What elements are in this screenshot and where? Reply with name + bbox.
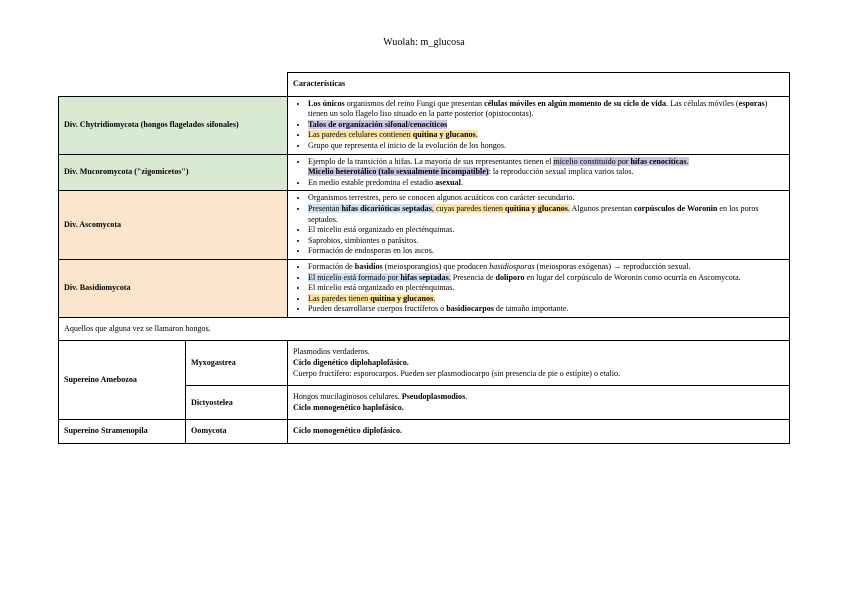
group-oomycota: Oomycota bbox=[186, 420, 288, 444]
table-row bbox=[59, 420, 790, 444]
group-myxogastrea: Myxogastrea bbox=[186, 341, 288, 386]
list-item: • Presentan hifas dicarióticas septadas, cuyas paredes tienen quitina y glucanos. Algunos presentan corpúsculos de Woronin en los poros septados. bbox=[308, 204, 784, 225]
list-item: • El micelio está organizado en plecténquimas. bbox=[308, 283, 784, 294]
characteristics-cell: Ciclo monogenético diplofásico. bbox=[288, 420, 790, 444]
note-cell: Aquellos que alguna vez se llamaron hongos. bbox=[59, 317, 790, 341]
list-item: • Los únicos organismos del reino Fungi que presentan células móviles en algún momento de su ciclo de vida. Las células móviles (esporas) tienen un solo flagelo liso situado en la parte posterior (opistocontas). bbox=[308, 99, 784, 120]
bullet-list bbox=[293, 193, 784, 257]
list-item: • Formación de basidios (meiosporangios) que producen basidiosporas (meiosporas exógenas) → reproducción sexual. bbox=[308, 262, 784, 273]
list-item: • Pueden desarrollarse cuerpos fructíferos o basidiocarpos de tamaño importante. bbox=[308, 304, 784, 315]
table-header-row bbox=[59, 73, 790, 97]
division-basidiomycota: Div. Basidiomycota bbox=[59, 259, 288, 317]
characteristics-cell bbox=[288, 96, 790, 154]
characteristics-cell bbox=[288, 154, 790, 191]
list-item: • Talos de organización sifonal/cenocíticos bbox=[308, 120, 784, 131]
table-row bbox=[59, 341, 790, 386]
characteristics-cell bbox=[288, 191, 790, 260]
text-line: Ciclo digenético diplohaplofásico. bbox=[293, 358, 409, 368]
group-dictyostelea: Dictyostelea bbox=[186, 386, 288, 420]
fungi-table bbox=[58, 72, 790, 444]
page-header: Wuolah: m_glucosa bbox=[383, 37, 465, 48]
bullet-list bbox=[293, 262, 784, 315]
text-line: Hongos mucilaginosos celulares. Pseudoplasmodios. bbox=[293, 392, 468, 402]
characteristics-cell bbox=[288, 341, 790, 386]
table-row bbox=[59, 259, 790, 317]
list-item: • Saprobios, simbiontes o parásitos. bbox=[308, 236, 784, 247]
table-row bbox=[59, 317, 790, 341]
characteristics-cell bbox=[288, 386, 790, 420]
bullet-list bbox=[293, 157, 784, 189]
list-item: • El micelio está organizado en plecténquimas. bbox=[308, 225, 784, 236]
text-line: Plasmodios verdaderos. bbox=[293, 347, 370, 357]
list-item: • Las paredes tienen quitina y glucanos. bbox=[308, 294, 784, 305]
list-item: • Las paredes celulares contienen quitina y glucanos. bbox=[308, 130, 784, 141]
text-line: Cuerpo fructífero: esporocarpos. Pueden ser plasmodiocarpo (sin presencia de pie o estípite) o etalio. bbox=[293, 368, 621, 378]
list-item: • En medio estable predomina el estadio asexual. bbox=[308, 178, 784, 189]
supergroup-stramenopila: Supereino Stramenopila bbox=[59, 420, 186, 444]
text-line: Ciclo monogenético haplofásico. bbox=[293, 402, 404, 412]
list-item: • Organismos terrestres, pero se conocen algunos acuáticos con carácter secundario. bbox=[308, 193, 784, 204]
column-header-caracteristicas: Características bbox=[288, 73, 790, 97]
characteristics-cell bbox=[288, 259, 790, 317]
table-row bbox=[59, 191, 790, 260]
bullet-list bbox=[293, 99, 784, 152]
list-item: • El micelio está formado por hifas septadas. Presencia de dolíporo en lugar del corpúsculo de Woronin como ocurría en Ascomycota. bbox=[308, 273, 784, 284]
empty-header-cell bbox=[59, 73, 288, 97]
division-chytridiomycota: Div. Chytridiomycota (hongos flagelados sifonales) bbox=[59, 96, 288, 154]
list-item: • Formación de endosporas en los ascos. bbox=[308, 246, 784, 257]
division-ascomycota: Div. Ascomycota bbox=[59, 191, 288, 260]
supergroup-amoebozoa: Supereino Amebozoa bbox=[59, 341, 186, 420]
division-mucoromycota: Div. Mucoromycota ("zigomicetos") bbox=[59, 154, 288, 191]
list-item: • Grupo que representa el inicio de la evolución de los hongos. bbox=[308, 141, 784, 152]
list-item: • Ejemplo de la transición a hifas. La mayoría de sus representantes tienen el micelio constituido por hifas cenocíticas. Micelio heterotálico (talo sexualmente incompatible): la reproducción sexual implica varios talos. bbox=[308, 157, 784, 178]
table-row bbox=[59, 154, 790, 191]
table-row bbox=[59, 96, 790, 154]
